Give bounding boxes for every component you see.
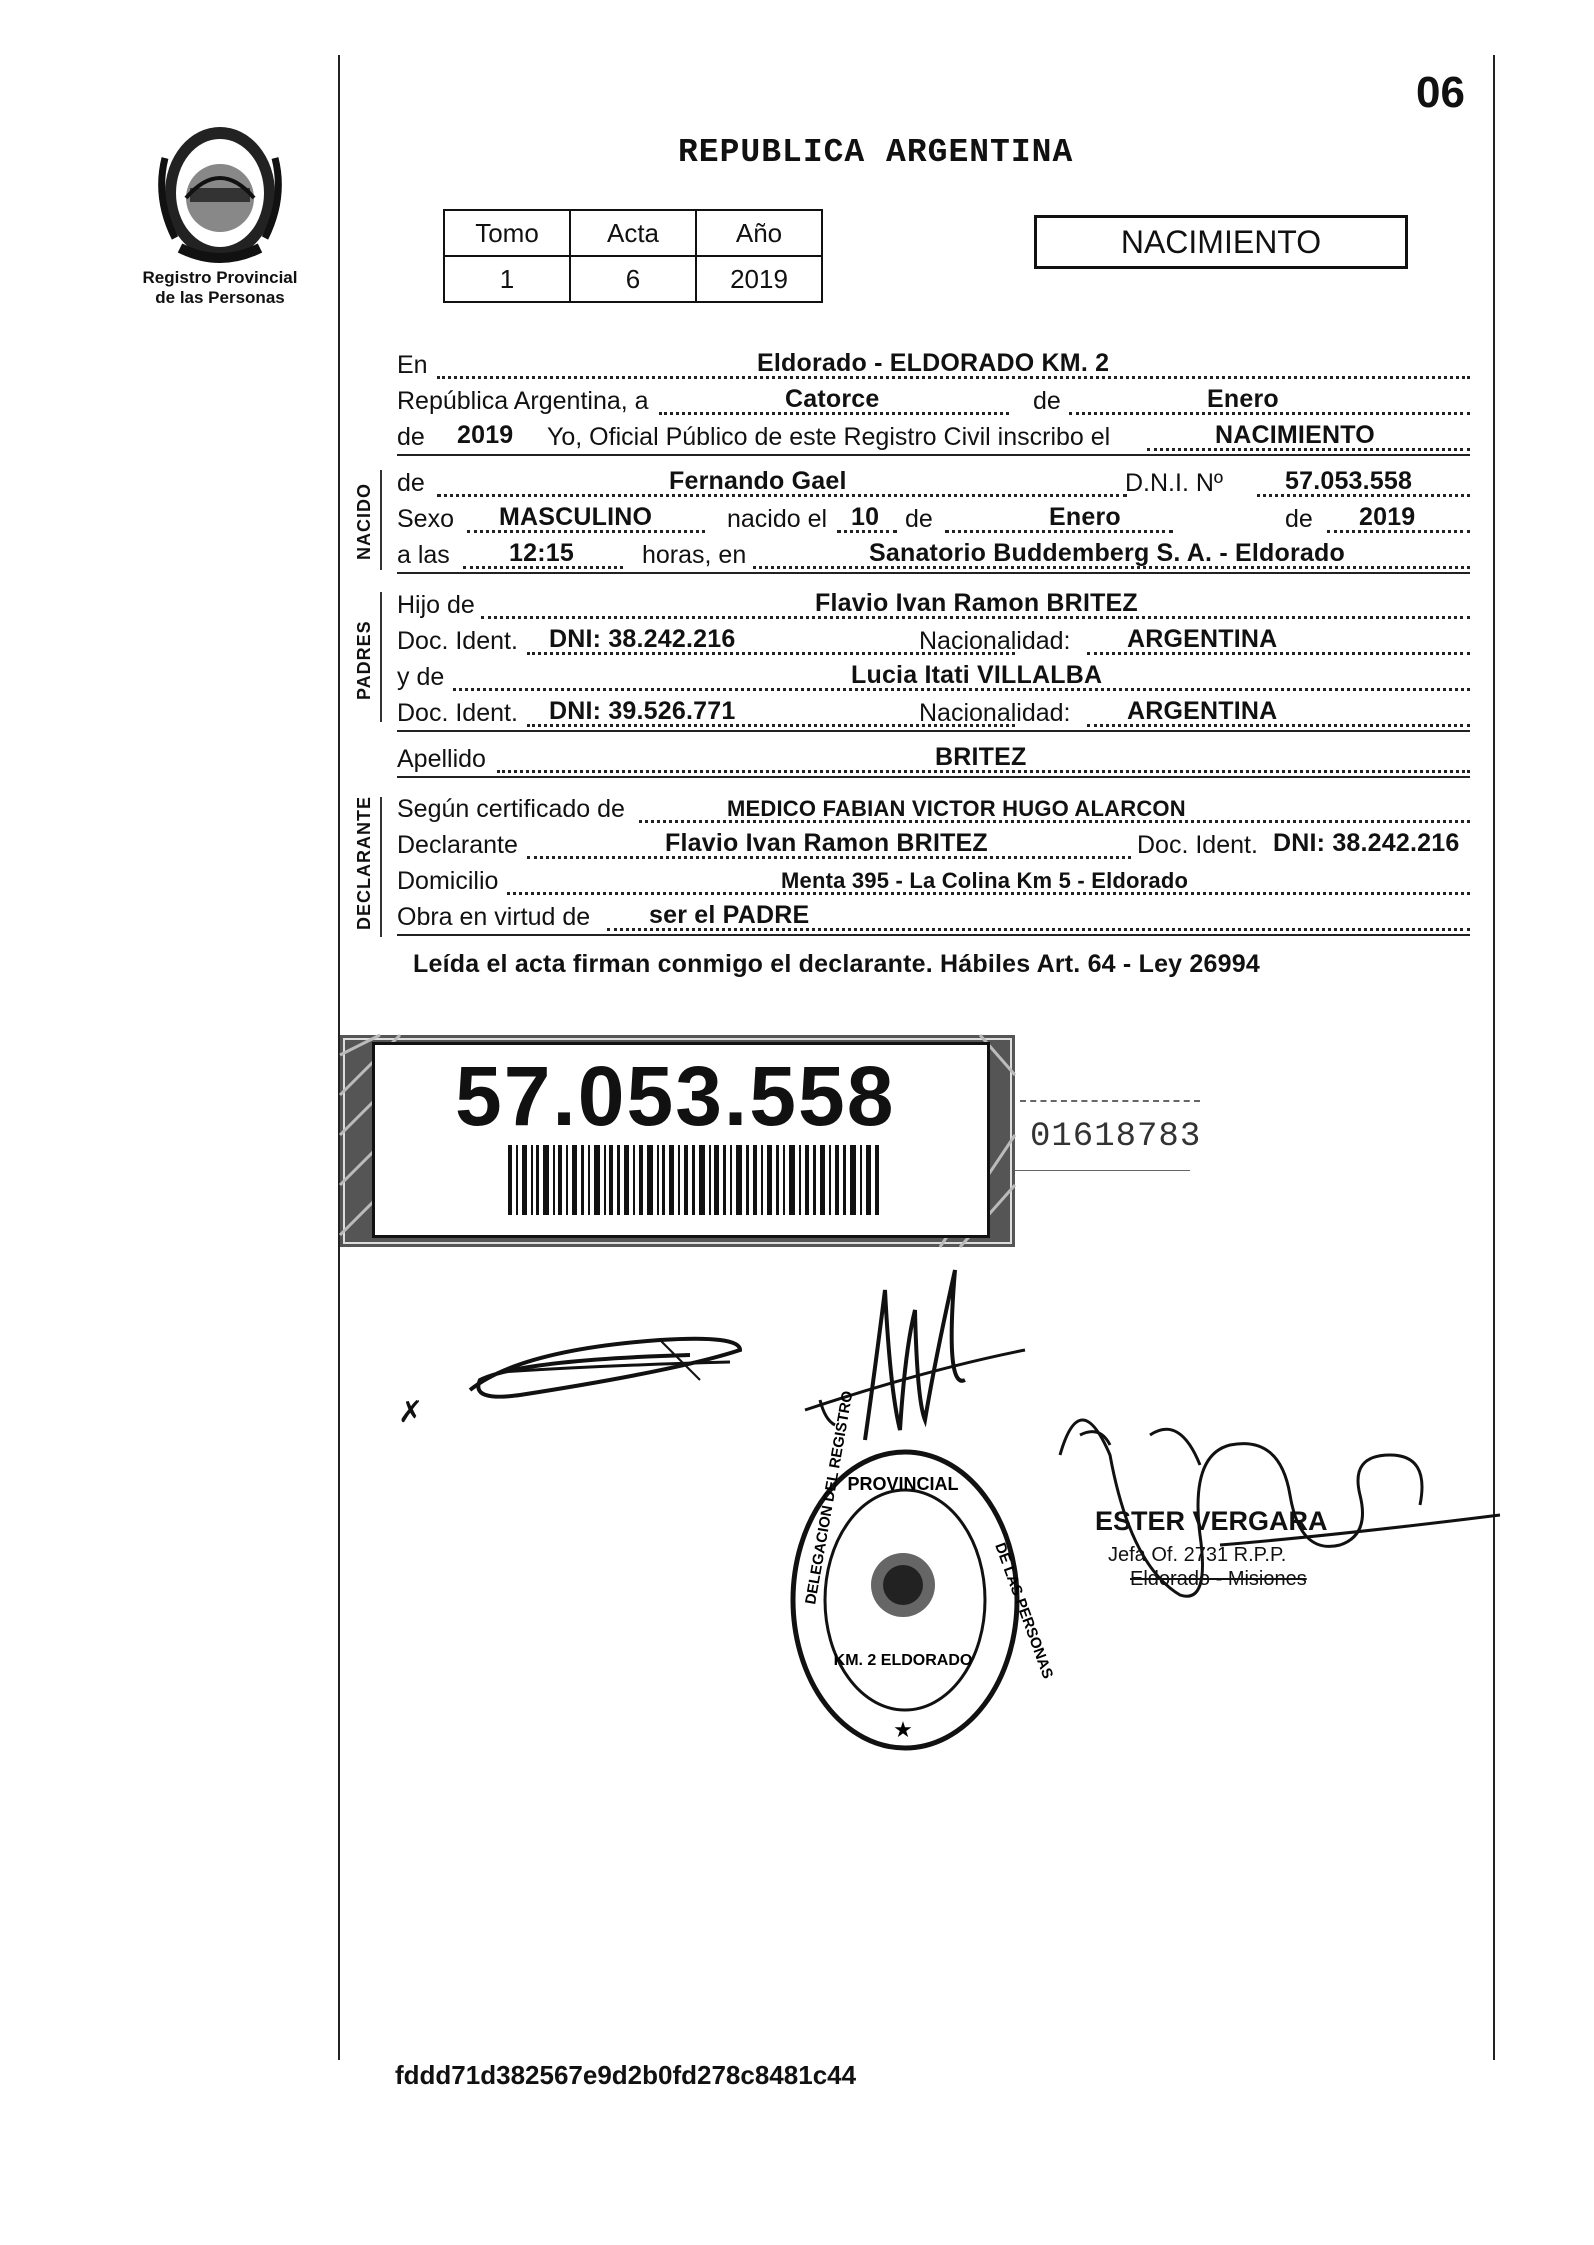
row-mother-doc <box>397 696 1470 732</box>
label-de-name: de <box>397 469 425 497</box>
row-time <box>397 538 1470 574</box>
label-republica: República Argentina, a <box>397 387 649 415</box>
svg-text:DELEGACION DEL REGISTRO: DELEGACION DEL REGISTRO <box>802 1389 857 1606</box>
padres-section-bar <box>380 592 382 722</box>
value-surname: BRITEZ <box>935 743 1027 771</box>
header-anio: Año <box>696 210 822 256</box>
label-yo: Yo, Oficial Público de este Registro Civil inscribo el <box>547 423 1111 451</box>
row-sex <box>397 502 1470 536</box>
value-mother-nationality: ARGENTINA <box>1127 697 1278 725</box>
row-capacity <box>397 900 1470 936</box>
document-hash: fddd71d382567e9d2b0fd278c8481c44 <box>395 2060 857 2090</box>
officer-stamp-location: Eldorado - Misiones <box>1130 1568 1307 1590</box>
register-table-values <box>444 256 822 302</box>
section-label-padres: PADRES <box>354 620 374 700</box>
value-year: 2019 <box>457 421 514 449</box>
declarante-section-bar <box>380 797 382 937</box>
value-child-name: Fernando Gael <box>669 467 847 495</box>
value-declarant: Flavio Ivan Ramon BRITEZ <box>665 829 988 857</box>
svg-text:PROVINCIAL: PROVINCIAL <box>847 1474 959 1494</box>
label-nacionalidad: Nacionalidad: <box>919 627 1071 655</box>
province-seal-logo <box>150 118 290 268</box>
label-a-las: a las <box>397 541 450 569</box>
closing-text: Leída el acta firman conmigo el declarante. Hábiles Art. 64 - Ley 26994 <box>413 950 1260 978</box>
value-father-name: Flavio Ivan Ramon BRITEZ <box>815 589 1138 617</box>
register-table <box>443 209 823 303</box>
label-de-year2: de <box>1285 505 1313 533</box>
officer-stamp-title: Jefa Of. 2731 R.P.P. <box>1108 1544 1287 1566</box>
value-place: Eldorado - ELDORADO KM. 2 <box>757 349 1110 377</box>
value-birth-day: 10 <box>851 503 880 531</box>
serial-underline <box>1020 1100 1200 1102</box>
label-hijo-de: Hijo de <box>397 591 475 619</box>
label-y-de: y de <box>397 663 445 691</box>
value-act-type: NACIMIENTO <box>1215 421 1375 449</box>
registry-label <box>120 268 320 308</box>
nacido-section-bar <box>380 470 382 570</box>
value-sex: MASCULINO <box>499 503 653 531</box>
value-declarant-doc: DNI: 38.242.216 <box>1273 829 1460 857</box>
registry-stamp <box>785 1389 1057 1755</box>
value-mother-name: Lucia Itati VILLALBA <box>851 661 1103 689</box>
section-label-declarante: DECLARANTE <box>354 796 374 930</box>
value-father-doc: DNI: 38.242.216 <box>549 625 736 653</box>
page-number: 06 <box>1416 68 1465 117</box>
row-surname <box>397 742 1470 778</box>
label-de: de <box>1033 387 1061 415</box>
register-table-header <box>444 210 822 256</box>
section-label-nacido: NACIDO <box>354 483 374 560</box>
header-tomo: Tomo <box>444 210 570 256</box>
row-father <box>397 588 1470 622</box>
value-birth-time: 12:15 <box>509 539 574 567</box>
value-birth-year: 2019 <box>1359 503 1416 531</box>
row-certificate <box>397 792 1470 826</box>
label-de-month: de <box>905 505 933 533</box>
value-day: Catorce <box>785 385 880 413</box>
label-doc-ident-decl: Doc. Ident. <box>1137 831 1258 859</box>
label-horas-en: horas, en <box>642 541 747 569</box>
value-anio: 2019 <box>696 256 822 302</box>
row-mother <box>397 660 1470 694</box>
registry-label-line2: de las Personas <box>155 288 285 307</box>
label-doc-ident-mother: Doc. Ident. <box>397 699 518 727</box>
label-apellido: Apellido <box>397 745 486 773</box>
label-nacido-el: nacido el <box>727 505 828 533</box>
record-type-box: NACIMIENTO <box>1034 215 1408 269</box>
value-month: Enero <box>1207 385 1279 413</box>
value-address: Menta 395 - La Colina Km 5 - Eldorado <box>781 868 1189 893</box>
dni-sticker-number: 57.053.558 <box>455 1049 896 1143</box>
label-dni: D.N.I. Nº <box>1125 469 1224 497</box>
serial-box-line <box>1015 1170 1190 1171</box>
value-capacity: ser el PADRE <box>649 901 810 929</box>
label-segun: Según certificado de <box>397 795 625 823</box>
value-child-dni: 57.053.558 <box>1285 467 1413 495</box>
label-de-year: de <box>397 423 425 451</box>
row-child <box>397 466 1470 500</box>
label-obra: Obra en virtud de <box>397 903 591 931</box>
row-father-doc <box>397 624 1470 658</box>
header-acta: Acta <box>570 210 696 256</box>
label-sexo: Sexo <box>397 505 454 533</box>
serial-number: 01618783 <box>1030 1118 1202 1156</box>
label-domicilio: Domicilio <box>397 867 499 895</box>
registry-label-line1: Registro Provincial <box>142 268 298 287</box>
row-year <box>397 420 1470 456</box>
officer-stamp-name: ESTER VERGARA <box>1095 1506 1328 1536</box>
value-father-nationality: ARGENTINA <box>1127 625 1278 653</box>
label-nacionalidad-mother: Nacionalidad: <box>919 699 1071 727</box>
label-en: En <box>397 351 428 379</box>
row-address <box>397 864 1470 898</box>
value-certificate: MEDICO FABIAN VICTOR HUGO ALARCON <box>727 796 1186 821</box>
label-doc-ident: Doc. Ident. <box>397 627 518 655</box>
right-margin-line <box>1493 55 1495 2060</box>
row-place <box>397 348 1470 382</box>
country-title: REPUBLICA ARGENTINA <box>678 134 1074 171</box>
row-declarant <box>397 828 1470 862</box>
barcode <box>508 1145 883 1215</box>
svg-text:DE LAS PERSONAS: DE LAS PERSONAS <box>991 1540 1057 1682</box>
value-birth-place: Sanatorio Buddemberg S. A. - Eldorado <box>869 539 1345 567</box>
value-acta: 6 <box>570 256 696 302</box>
declarant-signature <box>460 1310 760 1420</box>
svg-text:KM. 2 ELDORADO: KM. 2 ELDORADO <box>833 1652 973 1669</box>
value-mother-doc: DNI: 39.526.771 <box>549 697 736 725</box>
svg-text:★: ★ <box>893 1717 913 1742</box>
signature-mark-x: ✗ <box>398 1396 424 1429</box>
value-tomo: 1 <box>444 256 570 302</box>
row-date <box>397 384 1470 418</box>
label-declarante: Declarante <box>397 831 518 859</box>
value-birth-month: Enero <box>1049 503 1121 531</box>
